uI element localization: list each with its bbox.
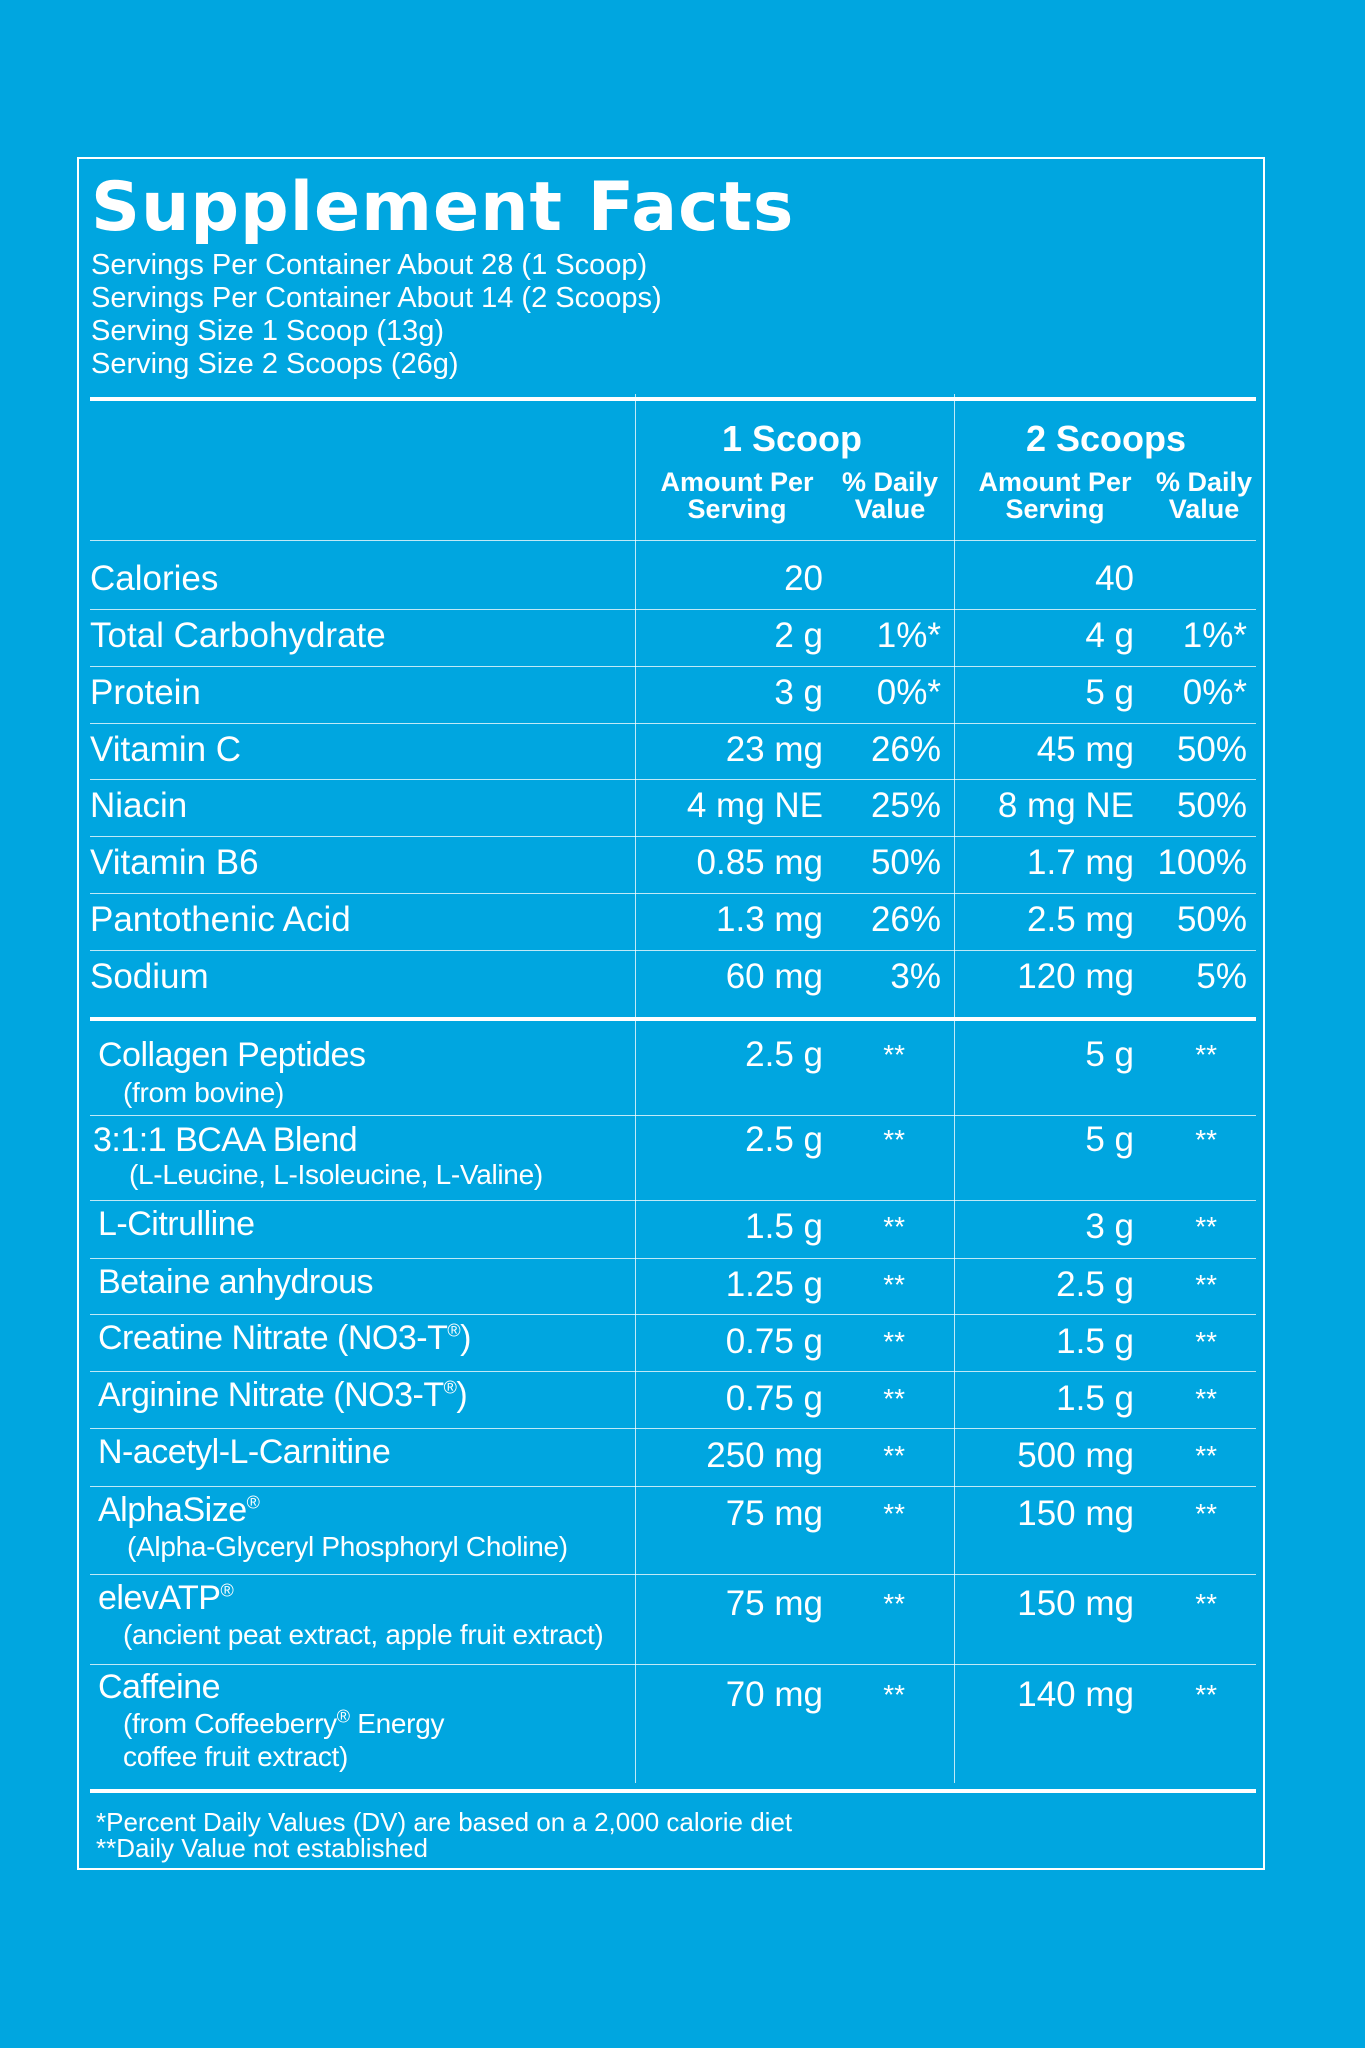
amount-2-scoops: 140 mg <box>1017 1675 1134 1714</box>
col2-dv-header <box>1147 469 1261 523</box>
row-divider <box>90 723 1256 724</box>
ingredient-name: Caffeine <box>98 1668 221 1706</box>
daily-value-1-scoop: ** <box>883 1440 905 1471</box>
ingredient-source: (Alpha-Glyceryl Phosphoryl Choline) <box>127 1531 568 1562</box>
ingredient-label <box>98 1035 365 1075</box>
amount-2-scoops: 5 g <box>1085 1120 1134 1159</box>
amount-2-scoops: 2.5 g <box>1056 1265 1134 1304</box>
amount-2-scoops: 1.5 g <box>1056 1322 1134 1361</box>
ingredient-source: coffee fruit extract) <box>123 1741 349 1772</box>
nutrient-label: Niacin <box>90 786 188 825</box>
daily-value-1-scoop: ** <box>883 1326 905 1357</box>
amount-1-scoop: 70 mg <box>725 1675 823 1714</box>
amount-1-scoop: 3 g <box>774 673 823 712</box>
daily-value-1-scoop: ** <box>883 1211 905 1242</box>
header-divider <box>90 540 1256 541</box>
amount-2-scoops: 1.5 g <box>1056 1379 1134 1418</box>
daily-value-1-scoop: ** <box>883 1679 905 1710</box>
header-line: % Daily <box>841 467 939 497</box>
amount-1-scoop: 20 <box>784 559 823 598</box>
ingredient-name: Creatine Nitrate (NO3-T <box>98 1319 448 1357</box>
nutrient-label: Calories <box>90 559 219 598</box>
ingredient-name-suffix: ) <box>460 1319 471 1357</box>
amount-2-scoops: 40 <box>1095 559 1134 598</box>
col1-header: 1 Scoop <box>721 418 863 459</box>
servings-line: Servings Per Container About 28 (1 Scoop) <box>91 249 648 281</box>
row-divider <box>90 779 1256 780</box>
daily-value-1-scoop: ** <box>883 1588 905 1619</box>
col2-header: 2 Scoops <box>1025 418 1187 459</box>
amount-1-scoop: 1.5 g <box>745 1207 823 1246</box>
daily-value-2-scoops: 50% <box>1176 900 1247 939</box>
col1-dv-header <box>833 469 947 523</box>
daily-value-1-scoop: 26% <box>870 730 941 769</box>
amount-2-scoops: 5 g <box>1085 1035 1134 1074</box>
ingredient-label <box>98 1318 471 1358</box>
row-divider <box>90 1115 1256 1116</box>
amount-2-scoops: 45 mg <box>1036 730 1134 769</box>
footnotes <box>96 1809 792 1861</box>
ingredient-source: (ancient peat extract, apple fruit extract) <box>123 1619 604 1650</box>
servings-line: Serving Size 1 Scoop (13g) <box>91 315 445 347</box>
row-divider <box>90 1486 1256 1487</box>
amount-1-scoop: 60 mg <box>725 957 823 996</box>
amount-1-scoop: 2 g <box>774 616 823 655</box>
nutrient-label: Protein <box>90 673 201 712</box>
daily-value-2-scoops: 1%* <box>1182 616 1247 655</box>
nutrient-label: Total Carbohydrate <box>90 616 386 655</box>
amount-2-scoops: 8 mg NE <box>997 786 1134 825</box>
servings-line: Servings Per Container About 14 (2 Scoops) <box>91 282 662 314</box>
amount-1-scoop: 0.85 mg <box>696 843 823 882</box>
ingredient-name: N-acetyl-L-Carnitine <box>98 1433 391 1471</box>
daily-value-1-scoop: 26% <box>870 900 941 939</box>
header-line: Amount Per <box>660 467 814 497</box>
daily-value-1-scoop: 0%* <box>876 673 941 712</box>
header-line: Serving <box>1005 494 1105 524</box>
daily-value-1-scoop: 3% <box>890 957 941 996</box>
ingredient-name: Collagen Peptides <box>98 1036 366 1074</box>
row-divider <box>90 1371 1256 1372</box>
ingredient-name-suffix: ) <box>456 1376 468 1414</box>
ingredient-name: 3:1:1 BCAA Blend <box>93 1121 358 1159</box>
amount-2-scoops: 2.5 mg <box>1027 900 1134 939</box>
daily-value-1-scoop: ** <box>883 1498 905 1529</box>
row-divider <box>90 666 1256 667</box>
servings-line: Serving Size 2 Scoops (26g) <box>91 348 459 380</box>
ingredient-source: (from Coffeeberry® Energy <box>123 1706 445 1739</box>
row-divider <box>90 1428 1256 1429</box>
ingredient-source: (from bovine) <box>123 1077 285 1108</box>
daily-value-1-scoop: ** <box>883 1383 905 1414</box>
amount-1-scoop: 1.25 g <box>725 1265 823 1304</box>
amount-1-scoop: 2.5 g <box>745 1120 823 1159</box>
ingredient-source: (L-Leucine, L-Isoleucine, L-Valine) <box>129 1159 543 1190</box>
amount-1-scoop: 2.5 g <box>745 1035 823 1074</box>
ingredient-name: Betaine anhydrous <box>98 1263 374 1301</box>
daily-value-1-scoop: 1%* <box>876 616 941 655</box>
col1-amount-header <box>645 469 829 523</box>
registered-mark: ® <box>447 1320 461 1341</box>
header-line: Value <box>854 494 926 524</box>
daily-value-1-scoop: ** <box>883 1269 905 1300</box>
amount-1-scoop: 75 mg <box>725 1584 823 1623</box>
amount-2-scoops: 1.7 mg <box>1027 843 1134 882</box>
daily-value-2-scoops: ** <box>1195 1498 1217 1529</box>
footnote: **Daily Value not established <box>96 1833 428 1863</box>
row-divider <box>90 836 1256 837</box>
ingredient-label <box>93 1120 357 1160</box>
footnote: *Percent Daily Values (DV) are based on a 2,000 calorie diet <box>96 1807 793 1837</box>
nutrient-label: Sodium <box>90 957 209 996</box>
ingredient-label <box>98 1667 220 1707</box>
header-line: Serving <box>687 494 787 524</box>
daily-value-2-scoops: 0%* <box>1182 673 1247 712</box>
registered-mark: ® <box>443 1377 457 1398</box>
registered-mark: ® <box>220 1580 234 1601</box>
ingredient-label <box>98 1262 373 1302</box>
daily-value-2-scoops: ** <box>1195 1326 1217 1357</box>
ingredient-label <box>98 1432 390 1472</box>
amount-2-scoops: 500 mg <box>1017 1436 1134 1475</box>
daily-value-2-scoops: ** <box>1195 1269 1217 1300</box>
ingredient-label <box>98 1375 467 1415</box>
amount-1-scoop: 4 mg NE <box>686 786 823 825</box>
daily-value-2-scoops: 5% <box>1196 957 1247 996</box>
daily-value-2-scoops: ** <box>1195 1383 1217 1414</box>
daily-value-2-scoops: ** <box>1195 1124 1217 1155</box>
servings-info <box>91 249 662 381</box>
bottom-divider <box>90 1789 1256 1793</box>
header-line: Amount Per <box>978 467 1132 497</box>
amount-2-scoops: 4 g <box>1085 616 1134 655</box>
amount-2-scoops: 150 mg <box>1017 1584 1134 1623</box>
daily-value-2-scoops: ** <box>1195 1211 1217 1242</box>
row-divider <box>90 893 1256 894</box>
amount-1-scoop: 250 mg <box>706 1436 823 1475</box>
daily-value-1-scoop: ** <box>883 1039 905 1070</box>
daily-value-2-scoops: ** <box>1195 1440 1217 1471</box>
supplement-facts-panel <box>77 157 1265 1870</box>
nutrient-label: Vitamin B6 <box>90 843 259 882</box>
daily-value-2-scoops: 100% <box>1157 843 1247 882</box>
section-divider <box>90 1017 1256 1021</box>
nutrient-label: Vitamin C <box>90 730 242 769</box>
daily-value-1-scoop: 25% <box>870 786 941 825</box>
header-line: Value <box>1168 494 1240 524</box>
amount-1-scoop: 75 mg <box>725 1494 823 1533</box>
amount-1-scoop: 23 mg <box>725 730 823 769</box>
amount-2-scoops: 5 g <box>1085 673 1134 712</box>
header-line: % Daily <box>1155 467 1253 497</box>
row-divider <box>90 950 1256 951</box>
ingredient-label <box>98 1578 233 1618</box>
amount-2-scoops: 120 mg <box>1017 957 1134 996</box>
ingredient-name: Arginine Nitrate (NO3-T <box>98 1376 444 1414</box>
amount-2-scoops: 3 g <box>1085 1207 1134 1246</box>
daily-value-2-scoops: ** <box>1195 1679 1217 1710</box>
daily-value-2-scoops: ** <box>1195 1039 1217 1070</box>
daily-value-2-scoops: 50% <box>1176 786 1247 825</box>
amount-1-scoop: 0.75 g <box>725 1379 823 1418</box>
amount-1-scoop: 1.3 mg <box>716 900 823 939</box>
row-divider <box>90 609 1256 610</box>
amount-2-scoops: 150 mg <box>1017 1494 1134 1533</box>
daily-value-2-scoops: ** <box>1195 1588 1217 1619</box>
ingredient-label <box>98 1204 255 1244</box>
panel-title: Supplement Facts <box>91 168 795 247</box>
ingredient-name: L-Citrulline <box>98 1205 255 1243</box>
ingredient-name: elevATP <box>98 1579 221 1617</box>
row-divider <box>90 1200 1256 1201</box>
daily-value-2-scoops: 50% <box>1176 730 1247 769</box>
ingredient-label <box>98 1490 259 1530</box>
row-divider <box>90 1258 1256 1259</box>
amount-1-scoop: 0.75 g <box>725 1322 823 1361</box>
col2-amount-header <box>963 469 1147 523</box>
daily-value-1-scoop: ** <box>883 1124 905 1155</box>
daily-value-1-scoop: 50% <box>870 843 941 882</box>
nutrient-label: Pantothenic Acid <box>90 900 351 939</box>
row-divider <box>90 1664 1256 1665</box>
registered-mark: ® <box>246 1492 260 1513</box>
top-divider <box>90 397 1256 401</box>
ingredient-name: AlphaSize <box>98 1491 247 1529</box>
row-divider <box>90 1314 1256 1315</box>
row-divider <box>90 1574 1256 1575</box>
